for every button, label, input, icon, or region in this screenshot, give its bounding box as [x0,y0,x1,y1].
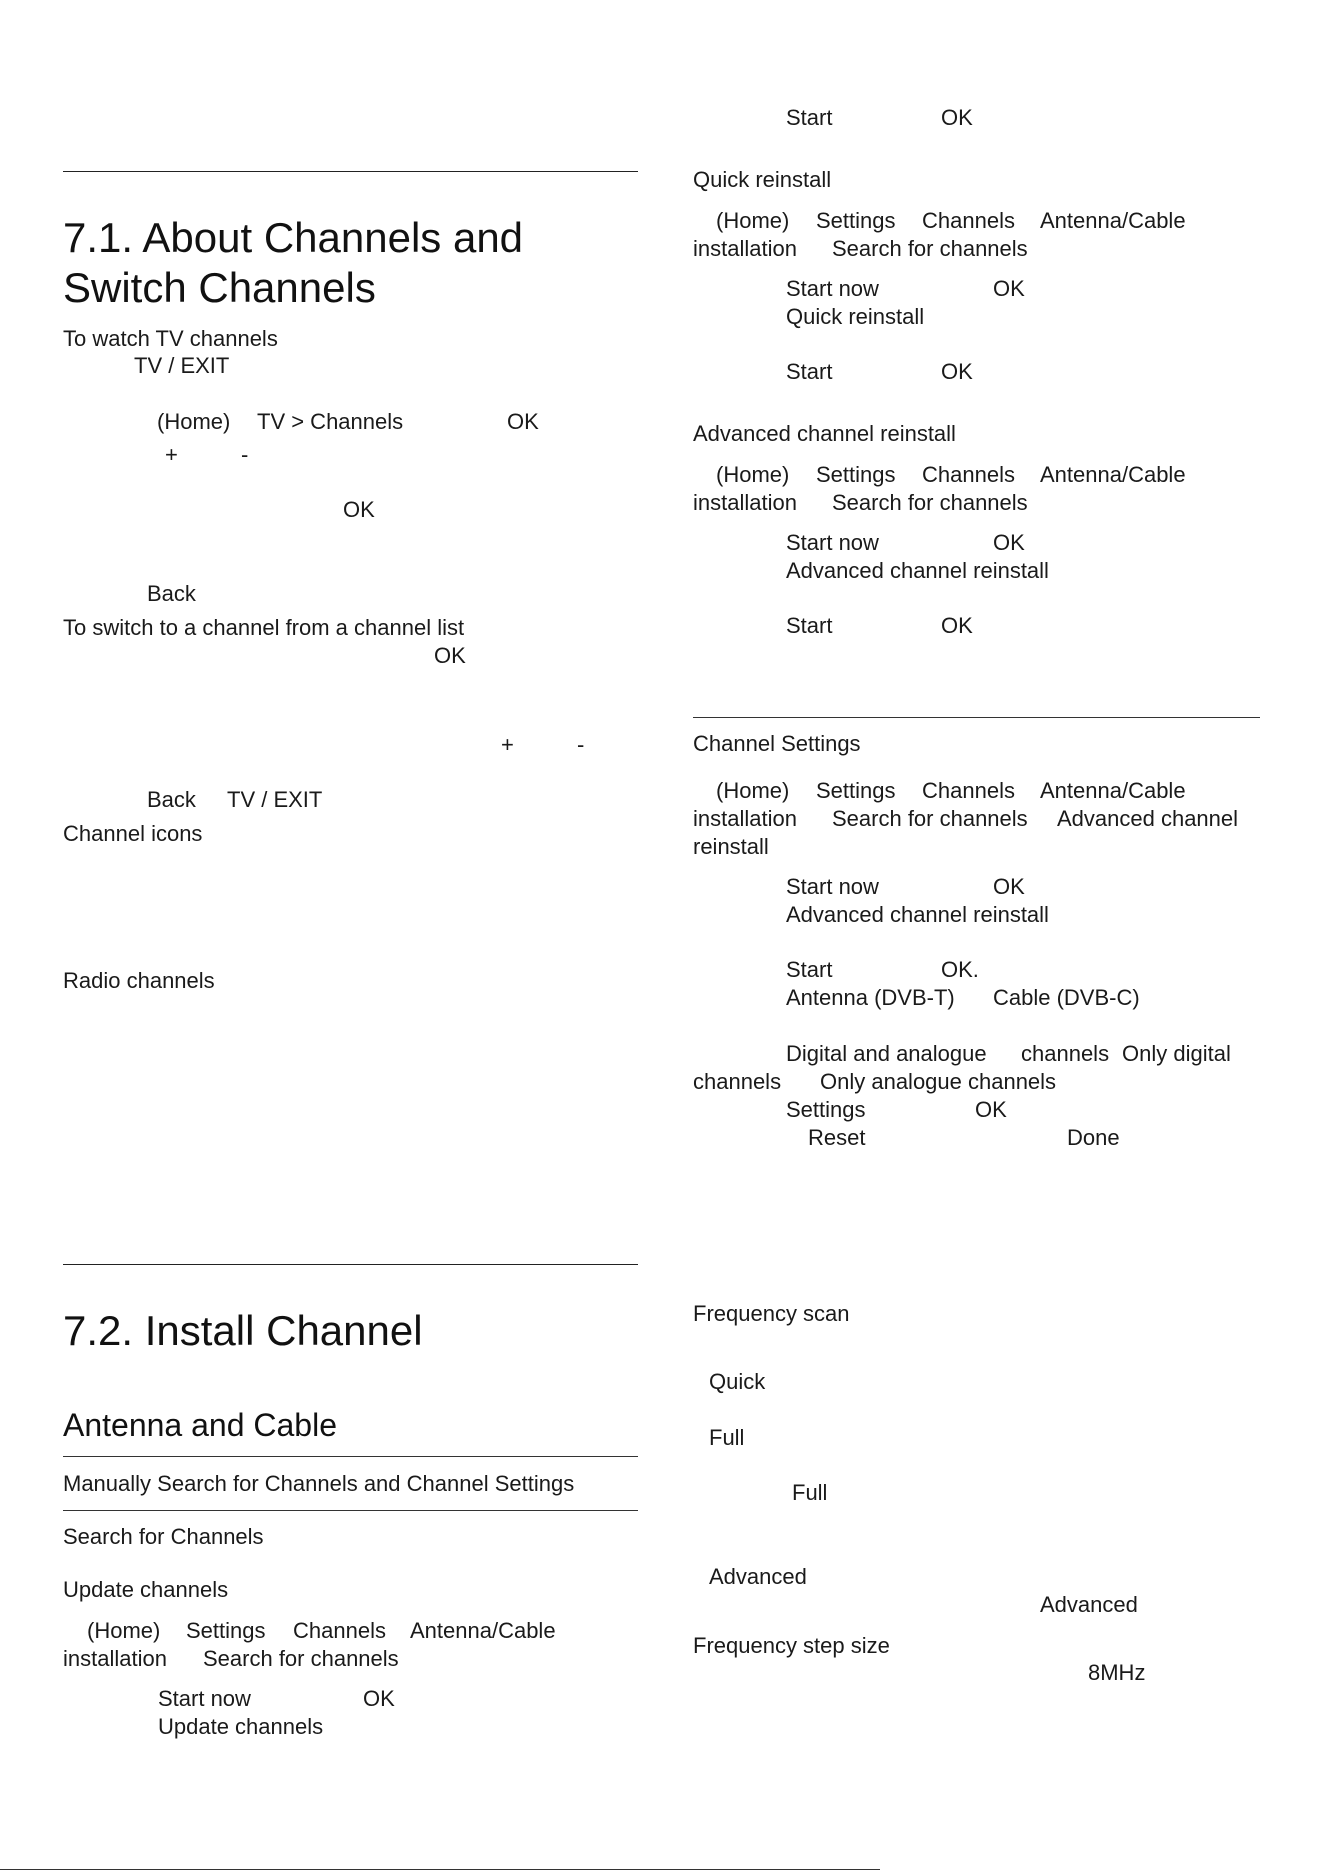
advanced-reinstall-option: Advanced channel reinstall [786,902,1049,927]
start-option: Start [786,359,833,384]
menu-path-search-for-channels: Search for channels [203,1646,399,1671]
ok-key: OK [941,359,973,384]
menu-path-reinstall: reinstall [693,834,769,859]
home-key: (Home) [716,462,790,487]
tv-exit-key: TV / EXIT [227,787,323,812]
minus-key: - [241,442,249,467]
antenna-dvbt-option: Antenna (DVB-T) [786,985,955,1010]
ok-key: OK [941,613,973,638]
menu-path-channels: Channels [922,778,1015,803]
frequency-step-heading: Frequency step size [693,1633,890,1658]
start-now-option: Start now [158,1686,251,1711]
back-key: Back [147,581,196,606]
only-analogue-option: Only analogue channels [820,1069,1057,1094]
subsection-divider [693,717,1260,718]
switch-channel-heading: To switch to a channel from a channel list [63,615,465,640]
back-key: Back [147,787,196,812]
subsection-divider [63,1456,638,1457]
menu-path-settings: Settings [816,462,896,487]
full-option: Full [792,1480,828,1505]
ok-key: OK [993,530,1025,555]
done-option: Done [1067,1125,1120,1150]
watch-tv-heading: To watch TV channels [63,326,278,351]
channels-word: channels [693,1069,782,1094]
tv-channels-path: TV > Channels [257,409,404,434]
menu-path-search-for-channels: Search for channels [832,236,1028,261]
menu-path-installation: installation [693,806,797,831]
reset-option: Reset [808,1125,866,1150]
menu-path-search-for-channels: Search for channels [832,490,1028,515]
subsection-divider [63,1510,638,1511]
menu-path-channels: Channels [922,208,1015,233]
menu-path-advanced-channel: Advanced channel [1057,806,1239,831]
home-key: (Home) [87,1618,161,1643]
digital-analogue-option: Digital and analogue [786,1041,987,1066]
frequency-step-value: 8MHz [1088,1660,1146,1685]
menu-path-installation: installation [693,236,797,261]
ok-key: OK [941,105,973,130]
manual-search-heading: Manually Search for Channels and Channel Settings [63,1471,575,1496]
quick-option: Quick [709,1369,766,1394]
start-option: Start [786,105,833,130]
start-now-option: Start now [786,276,879,301]
cable-dvbc-option: Cable (DVB-C) [993,985,1140,1010]
menu-path-antenna-cable: Antenna/Cable [1040,462,1186,487]
menu-path-settings: Settings [816,778,896,803]
section-title-7-1-line2: Switch Channels [63,264,376,311]
ok-key: OK [975,1097,1007,1122]
search-channels-heading: Search for Channels [63,1524,264,1549]
start-now-option: Start now [786,874,879,899]
menu-path-settings: Settings [816,208,896,233]
menu-path-search-for-channels: Search for channels [832,806,1028,831]
minus-key: - [577,732,585,757]
start-option: Start [786,613,833,638]
quick-reinstall-option: Quick reinstall [786,304,925,329]
ok-key: OK [363,1686,395,1711]
menu-path-settings: Settings [186,1618,266,1643]
ok-key: OK [343,497,375,522]
menu-path-channels: Channels [293,1618,386,1643]
channels-word: channels [1021,1041,1110,1066]
subsection-title-antenna-cable: Antenna and Cable [63,1407,337,1443]
section-title-7-1-line1: 7.1. About Channels and [63,214,524,261]
home-key: (Home) [716,778,790,803]
advanced-option: Advanced [709,1564,807,1589]
settings-option: Settings [786,1097,866,1122]
home-key: (Home) [716,208,790,233]
channel-settings-heading: Channel Settings [693,731,861,756]
ok-key: OK [993,276,1025,301]
menu-path-installation: installation [693,490,797,515]
ok-key: OK. [941,957,979,982]
advanced-reinstall-heading: Advanced channel reinstall [693,421,956,446]
quick-reinstall-heading: Quick reinstall [693,167,832,192]
update-channels-option: Update channels [158,1714,324,1739]
update-channels-heading: Update channels [63,1577,229,1602]
section-divider-7-1 [63,171,638,172]
menu-path-antenna-cable: Antenna/Cable [1040,208,1186,233]
full-option: Full [709,1425,745,1450]
advanced-option: Advanced [1040,1592,1138,1617]
plus-key: + [165,442,178,467]
section-divider-7-2 [63,1264,638,1265]
menu-path-antenna-cable: Antenna/Cable [410,1618,556,1643]
plus-key: + [501,732,514,757]
channel-icons-heading: Channel icons [63,821,203,846]
advanced-reinstall-option: Advanced channel reinstall [786,558,1049,583]
section-title-7-2: 7.2. Install Channel [63,1307,423,1354]
only-digital-option: Only digital [1122,1041,1231,1066]
start-now-option: Start now [786,530,879,555]
tv-exit-key: TV / EXIT [134,353,230,378]
radio-channels-heading: Radio channels [63,968,215,993]
start-option: Start [786,957,833,982]
menu-path-channels: Channels [922,462,1015,487]
page-bottom-edge [0,1869,880,1870]
menu-path-antenna-cable: Antenna/Cable [1040,778,1186,803]
menu-path-installation: installation [63,1646,167,1671]
home-key: (Home) [157,409,231,434]
ok-key: OK [434,643,466,668]
frequency-scan-heading: Frequency scan [693,1301,850,1326]
ok-key: OK [507,409,539,434]
ok-key: OK [993,874,1025,899]
